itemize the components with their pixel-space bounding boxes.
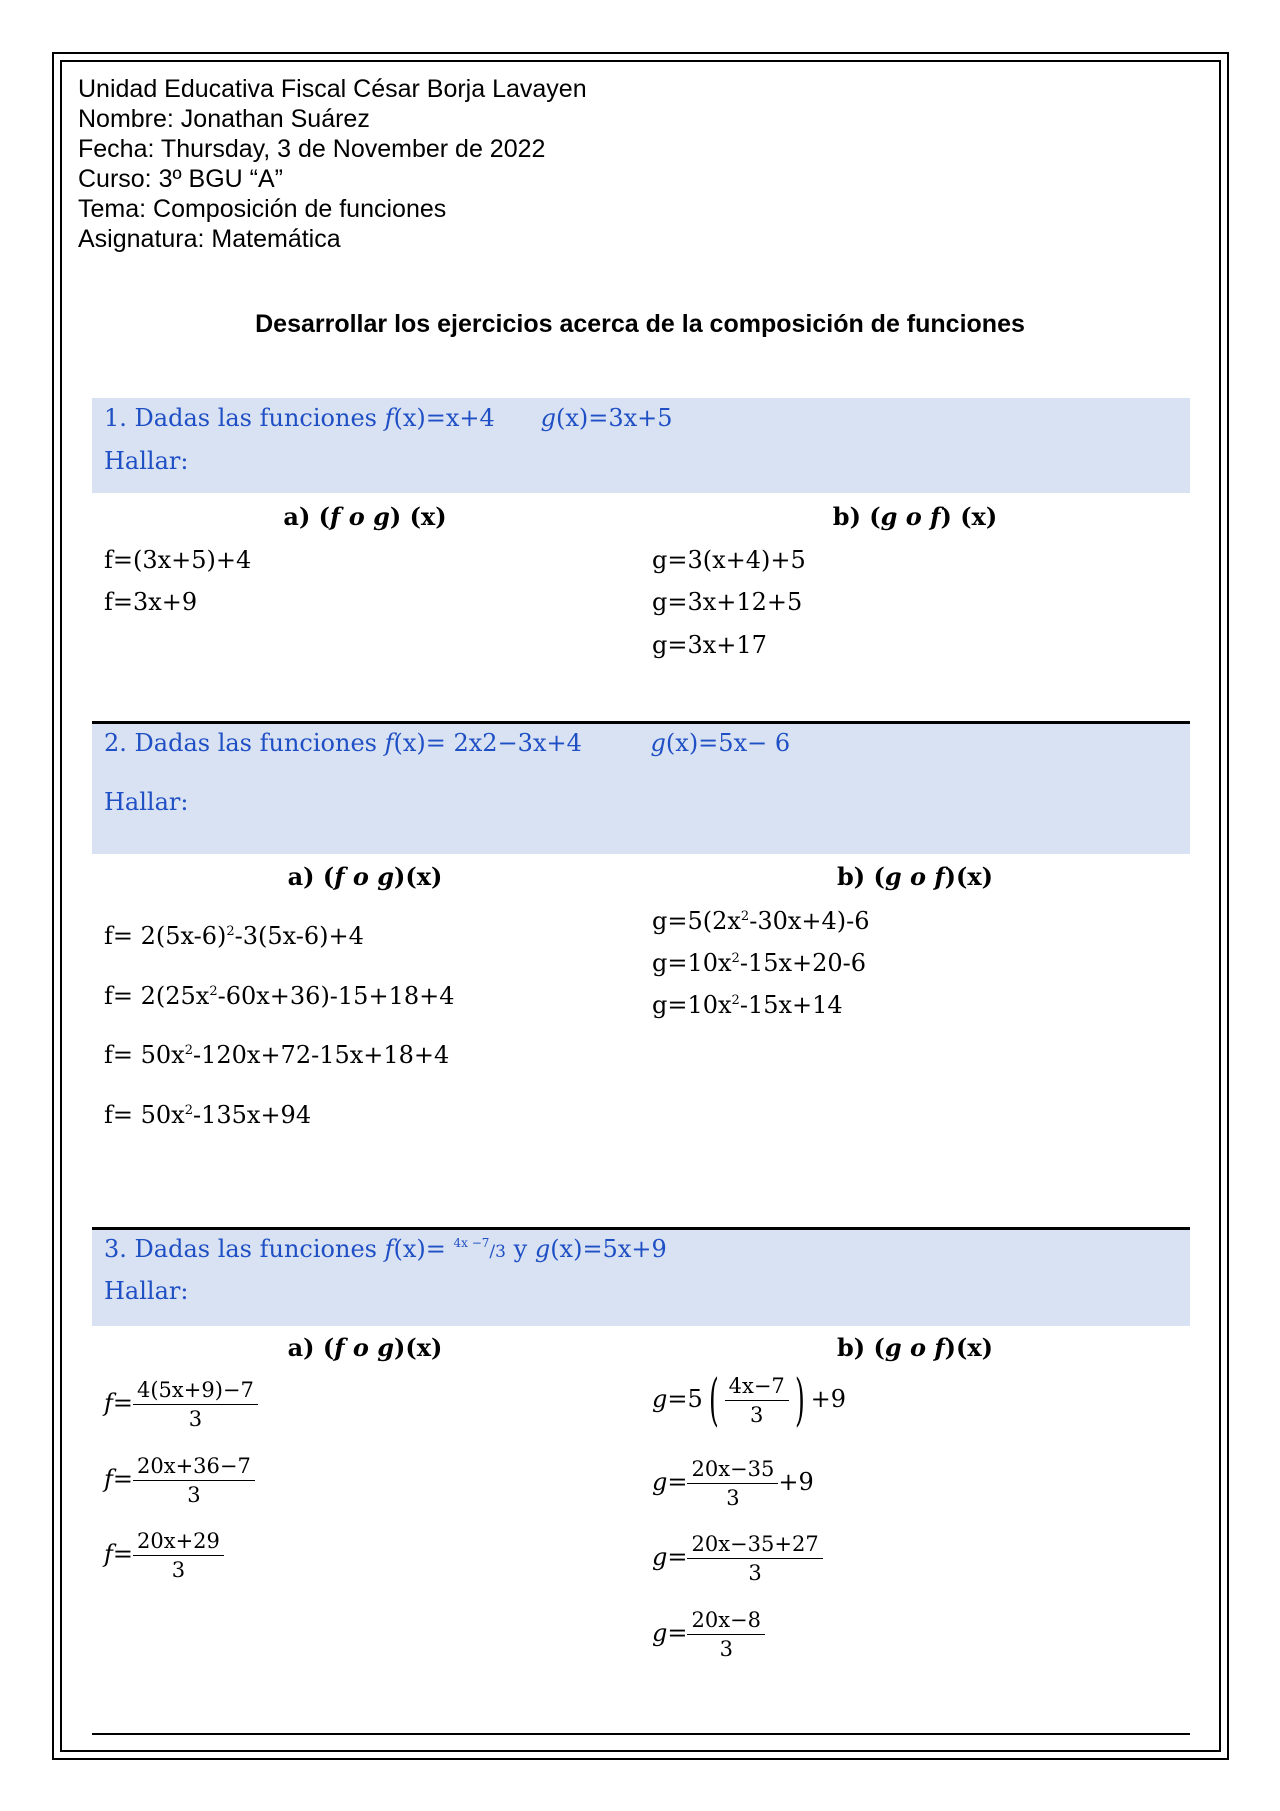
exercise2-hallar: Hallar:	[104, 788, 189, 816]
exercise3-a-head-o: o	[344, 1333, 378, 1362]
exercise2-f: f	[384, 729, 394, 757]
exercise3-g: g	[534, 1235, 551, 1263]
exercise2-b1-pre: g=5(2x	[652, 907, 741, 935]
exercise2-b-head-1: b) (	[836, 862, 885, 891]
exercise3-a-head-1: a) (	[287, 1333, 335, 1362]
exercise1-f-def: (x)=x+4	[393, 404, 495, 432]
exercise3-f: f	[384, 1235, 394, 1263]
exercise3-prompt	[104, 1235, 667, 1263]
exercise2-a2-sup: 2	[209, 984, 218, 999]
exercise3-b-head-2: )(x)	[944, 1333, 994, 1362]
exercise3-b1-pre: 5	[687, 1385, 703, 1413]
exercise1-b-head-g: g	[880, 502, 898, 531]
exercise2-a3-pre: f= 50x	[104, 1041, 185, 1069]
exercise3-f-num: 4x −7	[453, 1236, 490, 1250]
exercise1-prompt: 1. Dadas las funciones	[104, 404, 377, 432]
exercise3-prompt: 3. Dadas las funciones	[104, 1235, 377, 1263]
exercise1-hallar: Hallar:	[104, 447, 189, 475]
exercise3-b1-post: +9	[810, 1385, 847, 1413]
exercise3-b1-num: 4x−7	[725, 1372, 789, 1401]
exercise3-col-a-head	[288, 1333, 443, 1362]
exercise3-b4-num: 20x−8	[687, 1606, 765, 1635]
exercise2-b2-pre: g=10x	[652, 949, 732, 977]
exercise3-a-lhs: f=	[104, 1540, 133, 1568]
course-line: Curso: 3º BGU “A”	[78, 165, 284, 193]
exercise1-b-step-2: g=3x+12+5	[652, 588, 803, 616]
exercise3-b2-den: 3	[726, 1486, 740, 1510]
exercise3-b-step-1	[652, 1367, 847, 1433]
bottom-divider	[92, 1733, 1190, 1735]
exercise3-a2-num: 20x+36−7	[133, 1452, 255, 1481]
exercise3-f-eq: (x)=	[393, 1235, 446, 1263]
exercise1-b-head-1: b) (	[832, 502, 881, 531]
school-name: Unidad Educativa Fiscal César Borja Lavayen	[78, 75, 587, 103]
exercise2-b-head-o: o	[901, 862, 935, 891]
exercise1-a-head-g: g	[373, 502, 390, 531]
exercise2-prompt: 2. Dadas las funciones	[104, 729, 377, 757]
exercise3-a-step-3	[104, 1527, 224, 1584]
topic-line: Tema: Composición de funciones	[78, 195, 447, 223]
exercise2-b3-post: -15x+14	[739, 991, 843, 1019]
exercise2-f-def: (x)= 2x2−3x+4	[393, 729, 582, 757]
exercise2-g: g	[650, 729, 666, 757]
exercise3-a-step-1	[104, 1376, 258, 1433]
exercise2-b3-pre: g=10x	[652, 991, 732, 1019]
exercise2-b-head-g: g	[884, 862, 902, 891]
exercise1-b-head-f: f	[930, 502, 941, 531]
exercise1-col-a-head	[283, 502, 446, 531]
exercise2-band	[92, 724, 1190, 854]
exercise1-g-def: (x)=3x+5	[555, 404, 673, 432]
exercise1-a-head-2: ) (x)	[389, 502, 447, 531]
exercise3-a2-den: 3	[187, 1483, 201, 1507]
exercise2-b2-post: -15x+20-6	[739, 949, 867, 977]
exercise2-a-head-1: a) (	[287, 862, 335, 891]
exercise3-b2-post: +9	[778, 1468, 814, 1496]
exercise2-prompt	[104, 729, 790, 757]
exercise2-a3-sup: 2	[184, 1043, 193, 1058]
document-header	[78, 74, 587, 254]
exercise3-b2-num: 20x−35	[687, 1455, 778, 1484]
exercise2-b1-post: -30x+4)-6	[749, 907, 870, 935]
exercise2-a-head-f: f	[334, 862, 345, 891]
exercise3-b3-num: 20x−35+27	[687, 1530, 822, 1559]
exercise3-band	[92, 1230, 1190, 1326]
exercise2-a-head-o: o	[344, 862, 378, 891]
exercise3-b-head-o: o	[901, 1333, 935, 1362]
exercise3-b-step-2	[652, 1455, 814, 1512]
exercise3-b-head-g: g	[884, 1333, 902, 1362]
exercise1-b-head-o: o	[897, 502, 931, 531]
page-title: Desarrollar los ejercicios acerca de la composición de funciones	[255, 310, 1025, 338]
exercise3-a1-num: 4(5x+9)−7	[133, 1376, 258, 1405]
exercise2-a-step-3	[104, 1041, 449, 1069]
exercise3-b-step-3	[652, 1530, 823, 1587]
subject-line: Asignatura: Matemática	[78, 225, 341, 253]
exercise1-col-b-head	[833, 502, 997, 531]
exercise2-a1-pre: f= 2(5x-6)	[104, 922, 227, 950]
exercise3-a-lhs: f=	[104, 1389, 133, 1417]
exercise2-b-step-2	[652, 949, 866, 977]
exercise2-a2-pre: f= 2(25x	[104, 982, 210, 1010]
exercise3-a-head-g: g	[377, 1333, 395, 1362]
exercise2-col-b-head	[837, 862, 993, 891]
exercise3-a3-num: 20x+29	[133, 1527, 224, 1556]
exercise2-a-head-2: )(x)	[394, 862, 443, 891]
exercise3-b-head-1: b) (	[836, 1333, 885, 1362]
exercise3-col-b-head	[837, 1333, 993, 1362]
exercise2-a-head-g: g	[377, 862, 395, 891]
exercise2-b1-sup: 2	[740, 909, 750, 924]
exercise3-a-step-2	[104, 1452, 255, 1509]
date-line: Fecha: Thursday, 3 de November de 2022	[78, 135, 546, 163]
exercise2-b-head-2: )(x)	[944, 862, 994, 891]
exercise3-b1-rparen: )	[794, 1367, 805, 1433]
exercise2-a2-post: -60x+36)-15+18+4	[217, 982, 455, 1010]
exercise2-a-step-4	[104, 1101, 311, 1129]
exercise2-b-step-1	[652, 907, 870, 935]
exercise3-hallar: Hallar:	[104, 1277, 189, 1305]
exercise1-a-step-2: f=3x+9	[104, 588, 198, 616]
exercise3-a-head-f: f	[334, 1333, 345, 1362]
exercise3-a-head-2: )(x)	[394, 1333, 443, 1362]
exercise2-g-def: (x)=5x− 6	[665, 729, 791, 757]
exercise1-f: f	[384, 404, 394, 432]
exercise3-y: y	[513, 1235, 528, 1263]
exercise1-b-head-2: ) (x)	[940, 502, 998, 531]
exercise1-b-step-3: g=3x+17	[652, 631, 767, 659]
exercise2-a4-sup: 2	[184, 1103, 193, 1118]
exercise3-b-step-4	[652, 1606, 765, 1663]
exercise2-a4-pre: f= 50x	[104, 1101, 185, 1129]
exercise3-b4-den: 3	[719, 1637, 733, 1661]
exercise3-f-den: /3	[489, 1242, 506, 1262]
exercise2-a4-post: -135x+94	[192, 1101, 312, 1129]
exercise1-b-step-1: g=3(x+4)+5	[652, 546, 806, 574]
exercise3-a-lhs: f=	[104, 1465, 133, 1493]
exercise2-b-head-f: f	[934, 862, 945, 891]
exercise1-a-head-f: f	[330, 502, 341, 531]
exercise1-a-head-1: a) (	[283, 502, 331, 531]
exercise1-g: g	[540, 404, 556, 432]
exercise2-a1-post: -3(5x-6)+4	[234, 922, 364, 950]
exercise3-b1-den: 3	[750, 1403, 764, 1427]
exercise1-a-step-1: f=(3x+5)+4	[104, 546, 252, 574]
exercise2-col-a-head	[288, 862, 443, 891]
exercise3-b-head-f: f	[934, 1333, 945, 1362]
exercise2-a-step-1	[104, 922, 364, 950]
student-name: Nombre: Jonathan Suárez	[78, 105, 370, 133]
exercise3-b1-lparen: (	[708, 1367, 719, 1433]
exercise2-a1-sup: 2	[226, 924, 235, 939]
exercise3-a3-den: 3	[171, 1558, 186, 1582]
exercise3-g-def: (x)=5x+9	[550, 1235, 667, 1263]
exercise3-b-lhs: g=	[652, 1468, 688, 1496]
exercise1-prompt	[104, 404, 673, 432]
exercise2-b-step-3	[652, 991, 843, 1019]
exercise3-a1-den: 3	[188, 1407, 203, 1431]
exercise1-band	[92, 398, 1190, 493]
exercise1-a-head-o: o	[340, 502, 374, 531]
exercise2-a3-post: -120x+72-15x+18+4	[192, 1041, 450, 1069]
exercise3-b3-den: 3	[748, 1561, 762, 1585]
exercise3-b-lhs: g=	[652, 1619, 688, 1647]
exercise3-b-lhs: g=	[652, 1543, 688, 1571]
exercise3-b-lhs: g=	[652, 1385, 688, 1413]
exercise2-a-step-2	[104, 982, 454, 1010]
exercise2-b3-sup: 2	[731, 993, 740, 1008]
exercise2-b2-sup: 2	[731, 951, 740, 966]
